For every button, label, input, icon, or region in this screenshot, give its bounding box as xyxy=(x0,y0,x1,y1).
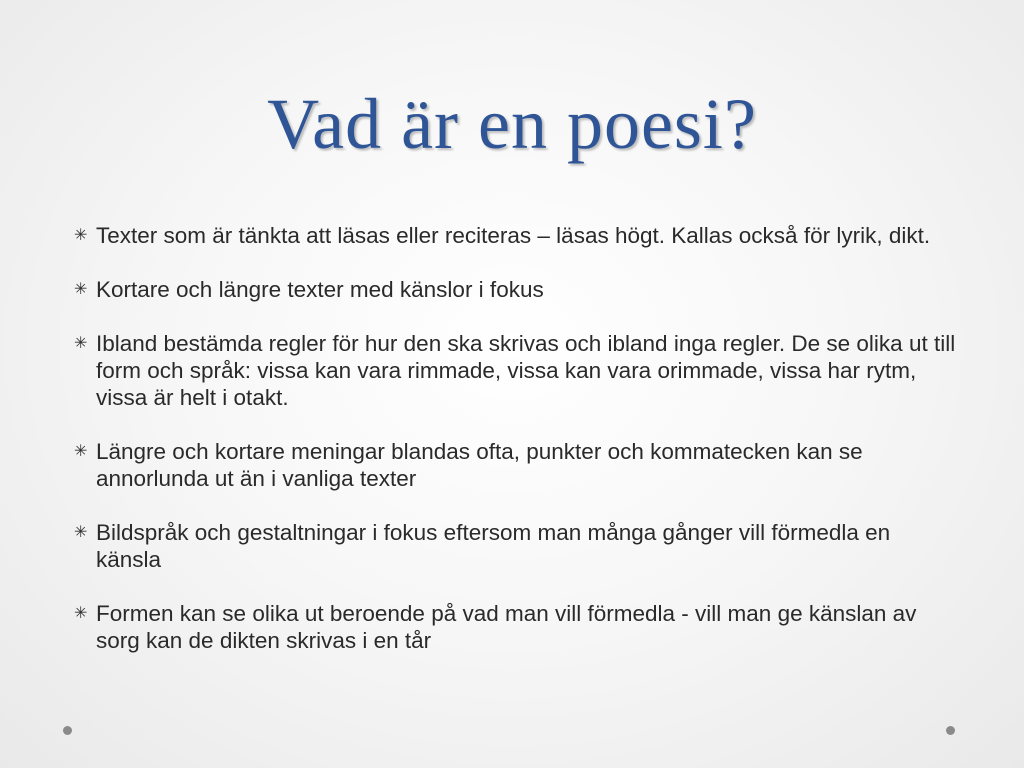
bullet-item xyxy=(70,330,960,411)
bullet-list xyxy=(70,222,960,681)
star-bullet-icon: ✳ xyxy=(74,281,88,298)
bullet-text: Texter som är tänkta att läsas eller reciteras – läsas högt. Kallas också för lyrik, dikt. xyxy=(96,223,931,248)
bullet-text: Kortare och längre texter med känslor i fokus xyxy=(96,277,544,302)
corner-dot-icon xyxy=(63,726,72,735)
slide-title: Vad är en poesi? xyxy=(267,84,757,164)
bullet-text: Längre och kortare meningar blandas ofta, punkter och kommatecken kan se annorlunda ut än i vanliga texter xyxy=(96,439,863,491)
bullet-item xyxy=(70,519,960,573)
bullet-text: Bildspråk och gestaltningar i fokus eftersom man många gånger vill förmedla en känsla xyxy=(96,520,891,572)
star-bullet-icon: ✳ xyxy=(74,605,88,622)
star-bullet-icon: ✳ xyxy=(74,443,88,460)
bullet-item xyxy=(70,600,960,654)
star-bullet-icon: ✳ xyxy=(74,524,88,541)
bullet-item xyxy=(70,276,960,303)
corner-dot-icon xyxy=(946,726,955,735)
star-bullet-icon: ✳ xyxy=(74,227,88,244)
bullet-item xyxy=(70,438,960,492)
bullet-text: Formen kan se olika ut beroende på vad man vill förmedla - vill man ge känslan av sorg kan de dikten skrivas i en tår xyxy=(96,601,917,653)
bullet-text: Ibland bestämda regler för hur den ska skrivas och ibland inga regler. De se olika ut till form och språk: vissa kan vara rimmade, vissa kan vara orimmade, vissa har rytm, vissa är helt i otakt. xyxy=(96,331,956,410)
bullet-item xyxy=(70,222,960,249)
star-bullet-icon: ✳ xyxy=(74,335,88,352)
